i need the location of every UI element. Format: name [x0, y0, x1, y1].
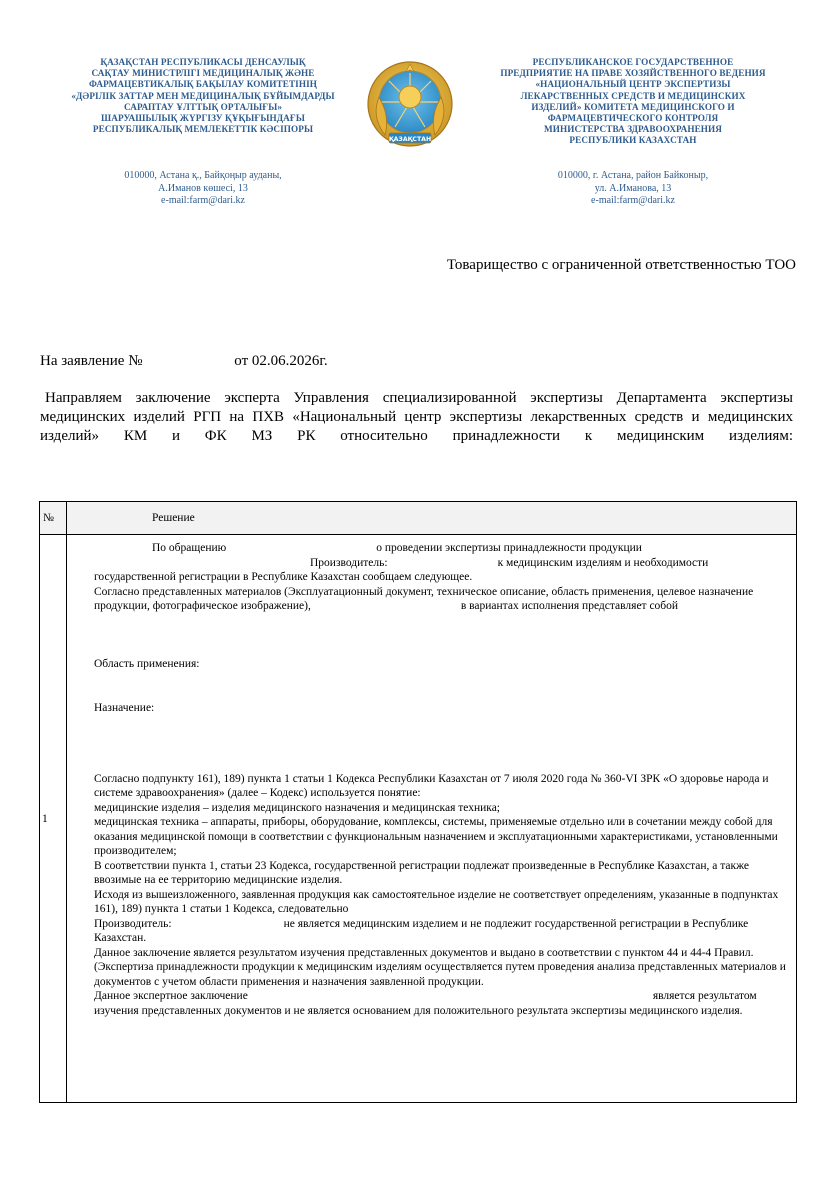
- manufacturer-tail: к медицинским изделиям и необходимости: [497, 556, 709, 569]
- purpose-label: Назначение:: [94, 702, 155, 714]
- left_title-line: ШАРУАШЫЛЫҚ ЖҮРГІЗУ ҚҰҚЫҒЫНДАҒЫ: [101, 113, 305, 124]
- right_title-line: ИЗДЕЛИЙ» КОМИТЕТА МЕДИЦИНСКОГО И: [531, 101, 735, 112]
- law-paragraph-2: медицинские изделия – изделия медицинского назначения и медицинская техника;: [94, 801, 500, 814]
- header-decision: Решение: [67, 502, 797, 535]
- conclusion-paragraph: [94, 917, 792, 946]
- header-left-address: [58, 170, 348, 208]
- right_title-line: «НАЦИОНАЛЬНЫЙ ЦЕНТР ЭКСПЕРТИЗЫ: [535, 79, 731, 90]
- left_title-line: «ДӘРІЛІК ЗАТТАР МЕН МЕДИЦИНАЛЫҚ БҰЙЫМДАРДЫ: [71, 90, 335, 101]
- left_address-line: e-mail:farm@dari.kz: [161, 195, 245, 206]
- left_title-line: ҚАЗАҚСТАН РЕСПУБЛИКАСЫ ДЕНСАУЛЫҚ: [100, 57, 306, 67]
- right_title-line: ФАРМАЦЕВТИЧЕСКОГО КОНТРОЛЯ: [547, 113, 719, 124]
- decision-table: [39, 501, 797, 1103]
- law-paragraph-1: Согласно подпункту 161), 189) пункта 1 статьи 1 Кодекса Республики Казахстан от 7 июля 2020 года № 360-VI ЗРК «О здоровье народа и системе здравоохранения» (далее – Кодекс) используется понятие:: [94, 772, 769, 799]
- application-reference: [40, 353, 328, 370]
- appeal-paragraph: [94, 541, 792, 556]
- state-emblem-icon: [365, 57, 455, 157]
- right_address-line: 010000, г. Астана, район Байконыр,: [557, 170, 709, 181]
- intro-paragraph: Направляем заключение эксперта Управления специализированной экспертизы Департамента экспертизы медицинских изделий РГП на ПХВ «Национальный центр экспертизы лекарственных средств и медицинских изделий» КМ и ФК МЗ РК относительно принадлежности к медицинским изделиям:: [40, 390, 793, 444]
- header-right-title: [488, 57, 778, 147]
- law-paragraph-4: В соответствии пункта 1, статьи 23 Кодекса, государственной регистрации подлежат произведенные в Республике Казахстан, а также ввозимые на ее территорию медицинские изделия.: [94, 859, 749, 886]
- conclusion-label: Производитель:: [94, 917, 172, 930]
- header-right-address: [488, 170, 778, 208]
- decision-text: [67, 535, 797, 1103]
- application-date: от 02.06.2026г.: [234, 353, 328, 369]
- manufacturer-label: Производитель:: [310, 556, 388, 569]
- right_address-line: e-mail:farm@dari.kz: [591, 195, 675, 206]
- materials-tail: в вариантах исполнения представляет собой: [460, 600, 679, 612]
- left_title-line: РЕСПУБЛИКАЛЫҚ МЕМЛЕКЕТТІК КӘСІПОРЫ: [92, 124, 314, 135]
- appeal-mid: о проведении экспертизы принадлежности продукции: [376, 542, 642, 554]
- left_title-line: САҚТАУ МИНИСТРЛІГІ МЕДИЦИНАЛЫҚ ЖӘНЕ: [91, 68, 315, 79]
- row-number: 1: [40, 535, 67, 1103]
- appeal-prefix: По обращению: [152, 542, 227, 554]
- table-row: [40, 535, 797, 1103]
- scope-label: Область применения:: [94, 657, 200, 670]
- header-number: №: [40, 502, 67, 535]
- right_title-line: ПРЕДПРИЯТИЕ НА ПРАВЕ ХОЗЯЙСТВЕННОГО ВЕДЕНИЯ: [500, 68, 766, 79]
- left_address-line: А.Иманов көшесі, 13: [158, 182, 248, 194]
- left_title-line: ФАРМАЦЕВТИКАЛЫҚ БАҚЫЛАУ КОМИТЕТІНІҢ: [88, 79, 318, 90]
- law-paragraph-5: Исходя из вышеизложенного, заявленная продукция как самостоятельное изделие не соответствует определениям, указанные в подпунктах 161), 189) пункта 1 статьи 1 Кодекса, следовательно: [94, 888, 779, 915]
- right_address-line: ул. А.Иманова, 13: [594, 182, 672, 194]
- header-left-title: [58, 57, 348, 135]
- left_address-line: 010000, Астана қ., Байқоңыр ауданы,: [124, 170, 282, 181]
- right_title-line: РЕСПУБЛИКАНСКОЕ ГОСУДАРСТВЕННОЕ: [532, 57, 734, 67]
- final-tail: является результатом изучения представленных документов и не является основанием для положительного результата экспертизы медицинского изделия.: [94, 990, 757, 1017]
- final-prefix: Данное экспертное заключение: [94, 990, 248, 1002]
- recipient: Товарищество с ограниченной ответственностью ТОО: [446, 257, 796, 273]
- final-paragraph: [94, 989, 792, 1018]
- basis-paragraph: Данное заключение является результатом изучения представленных документов и выдано в соответствии с пунктом 44 и 44-4 Правил. (Экспертиза принадлежности продукции к медицинским изделиям осуществляется путем проведения анализа представленных материалов и документов с учетом области применения и назначения заявленной продукции.: [94, 946, 786, 988]
- materials-text: Согласно представленных материалов (Эксплуатационный документ, техническое описание, область применения, целевое назначение продукции, фотографическое изображение),: [94, 585, 754, 612]
- appeal-end: государственной регистрации в Республике Казахстан сообщаем следующее.: [94, 571, 473, 583]
- right_title-line: РЕСПУБЛИКИ КАЗАХСТАН: [569, 135, 697, 146]
- materials-paragraph: [94, 585, 792, 614]
- law-paragraph-3: медицинская техника – аппараты, приборы, оборудование, комплексы, системы, применяемые отдельно или в сочетании между собой для оказания медицинской помощи в соответствии с функциональным назначением и эксплуатационными характеристиками, установленными производителем;: [94, 816, 778, 857]
- right_title-line: МИНИСТЕРСТВА ЗДРАВООХРАНЕНИЯ: [543, 124, 723, 135]
- left_title-line: САРАПТАУ ҰЛТТЫҚ ОРТАЛЫҒЫ»: [123, 101, 283, 112]
- table-header-row: [40, 502, 797, 535]
- conclusion-tail: не является медицинским изделием и не подлежит государственной регистрации в Республике Казахстан.: [94, 917, 749, 944]
- right_title-line: ЛЕКАРСТВЕННЫХ СРЕДСТВ И МЕДИЦИНСКИХ: [520, 90, 746, 101]
- application-prefix: На заявление №: [40, 353, 143, 369]
- emblem-label: ҚАЗАҚСТАН: [388, 136, 432, 143]
- manufacturer-line: [94, 556, 792, 571]
